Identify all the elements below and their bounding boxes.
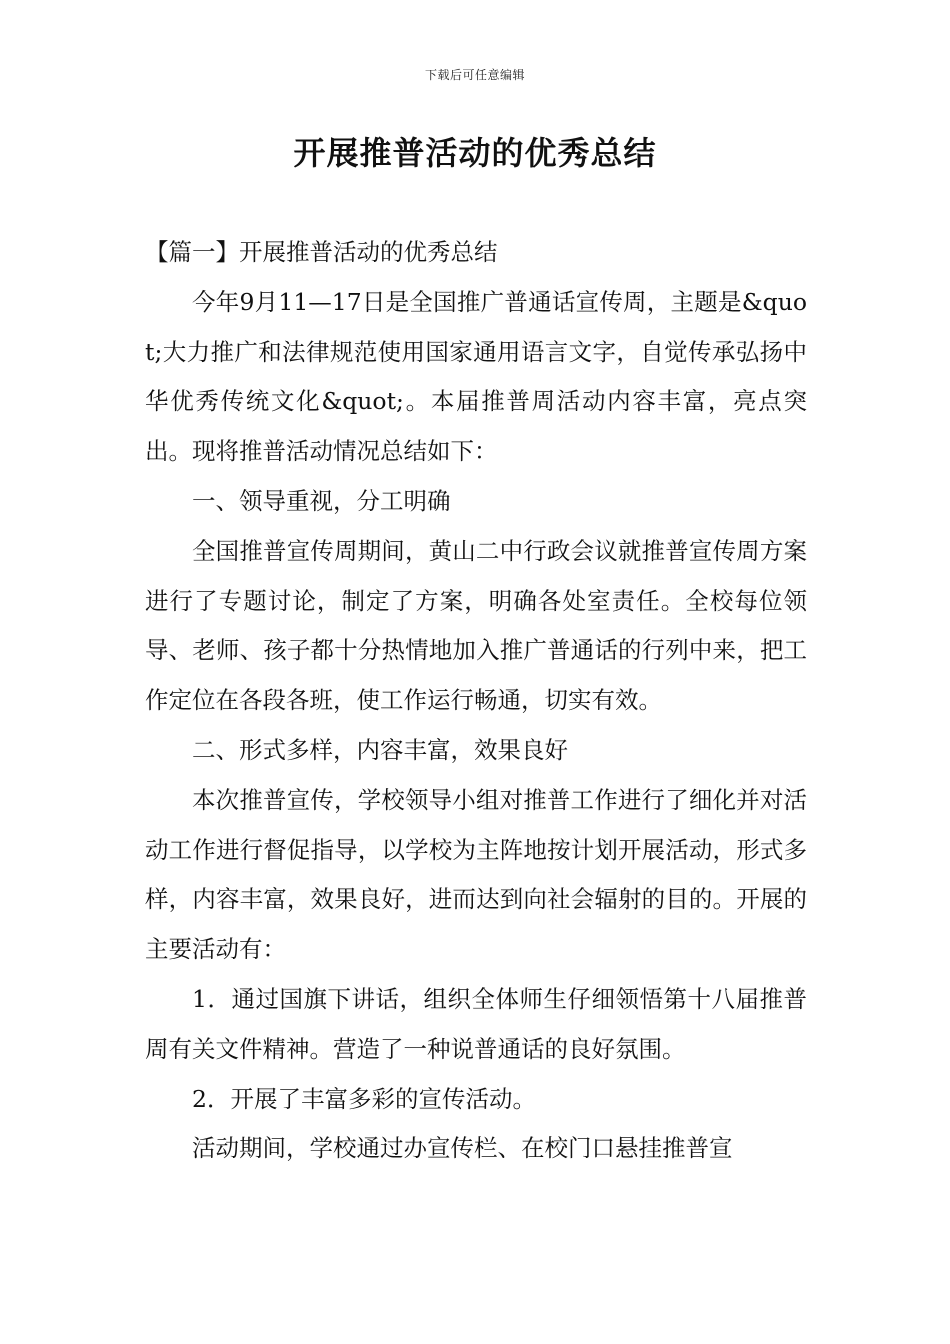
- subheading-forms: 二、形式多样，内容丰富，效果良好: [192, 735, 568, 764]
- paragraph-intro: 今年9月11—17日是全国推广普通话宣传周，主题是&quot;大力推广和法律规范使用国家通用语言文字，自觉传承弘扬中华优秀传统文化&quot;。本届推普周活动内容丰富，亮点突出。现将推普活动情况总结如下：: [145, 287, 807, 466]
- header-note: 下载后可任意编辑: [424, 68, 525, 82]
- document-title: 开展推普活动的优秀总结: [293, 134, 657, 172]
- paragraph-activities: 活动期间，学校通过办宣传栏、在校门口悬挂推普宣: [192, 1134, 733, 1163]
- list-item-1: 1．通过国旗下讲话，组织全体师生仔细领悟第十八届推普周有关文件精神。营造了一种说普通话的良好氛围。: [145, 984, 807, 1063]
- subheading-leadership: 一、领导重视，分工明确: [192, 486, 451, 515]
- paragraph-forms: 本次推普宣传，学校领导小组对推普工作进行了细化并对活动工作进行督促指导，以学校为主阵地按计划开展活动，形式多样，内容丰富，效果良好，进而达到向社会辐射的目的。开展的主要活动有：: [145, 785, 807, 964]
- list-item-2: 2．开展了丰富多彩的宣传活动。: [192, 1084, 536, 1113]
- section-heading: 【篇一】开展推普活动的优秀总结: [145, 238, 498, 266]
- document-body: [145, 228, 807, 1174]
- paragraph-leadership: 全国推普宣传周期间，黄山二中行政会议就推普宣传周方案进行了专题讨论，制定了方案，明确各处室责任。全校每位领导、老师、孩子都十分热情地加入推广普通话的行列中来，把工作定位在各段各班，使工作运行畅通，切实有效。: [145, 536, 807, 715]
